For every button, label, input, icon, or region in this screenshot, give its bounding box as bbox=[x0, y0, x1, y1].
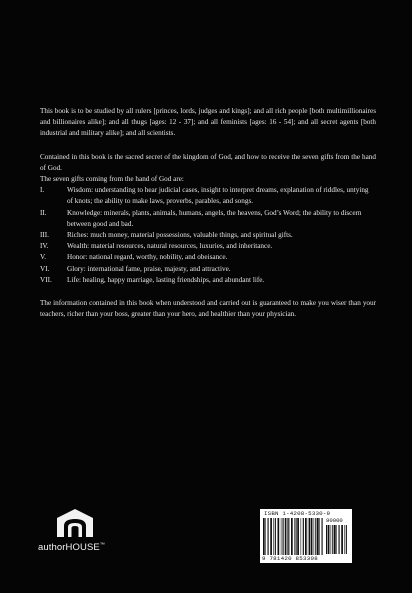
gift-item bbox=[40, 275, 376, 286]
publisher-name bbox=[38, 542, 148, 553]
secret-paragraph: Contained in this book is the sacred secret of the kingdom of God, and how to receive the seven gifts from the hand of God. bbox=[40, 152, 376, 172]
gift-numeral: I. bbox=[40, 186, 45, 195]
price-code: 90000 bbox=[326, 517, 343, 524]
gift-item bbox=[40, 241, 376, 252]
gift-text: Knowledge: minerals, plants, animals, humans, angels, the heavens, God’s Word; the ability to discern between good and bad. bbox=[67, 208, 362, 228]
gift-numeral: III. bbox=[40, 231, 49, 240]
back-cover-text bbox=[40, 106, 376, 328]
gift-text: Wealth: material resources, natural resources, luxuries, and inheritance. bbox=[67, 242, 273, 251]
trademark-symbol: ™ bbox=[99, 542, 105, 548]
gift-item bbox=[40, 230, 376, 241]
closing-paragraph: The information contained in this book when understood and carried out is guaranteed to make you wiser than your teachers, richer than your boss, greater than your hero, and healthier than your physician. bbox=[40, 299, 376, 319]
gift-numeral: V. bbox=[40, 253, 47, 262]
intro-paragraph: This book is to be studied by all rulers [princes, lords, judges and kings]; and all rich people [both multimillionaires and billionaires alike]; and all thugs [ages: 12 - 37]; and all feminists [ages: 16 - 54]; and all secret agents [both industrial and military alike]; and all scientists. bbox=[40, 107, 376, 138]
gift-numeral: VII. bbox=[40, 275, 52, 284]
gift-text: Honor: national regard, worthy, nobility, and obeisance. bbox=[67, 253, 228, 262]
publisher-logo bbox=[38, 508, 148, 553]
gift-text: Life: healing, happy marriage, lasting friendships, and abundant life. bbox=[67, 275, 265, 284]
ean-barcode-bars bbox=[263, 518, 325, 555]
gift-text: Wisdom: understanding to hear judicial cases, insight to interpret dreams, explanation of riddles, untying of knots; the ability to make laws, proverbs, parables, and songs. bbox=[67, 186, 369, 206]
gift-numeral: IV. bbox=[40, 242, 49, 251]
isbn-barcode bbox=[260, 509, 352, 563]
ean-number: 9 781420 853308 bbox=[262, 555, 318, 562]
gift-numeral: VI. bbox=[40, 264, 50, 273]
gift-item bbox=[40, 264, 376, 275]
gift-item bbox=[40, 185, 376, 207]
gift-numeral: II. bbox=[40, 208, 47, 217]
addon-barcode-bars bbox=[326, 525, 348, 554]
gift-item bbox=[40, 252, 376, 263]
publisher-wordmark: authorHOUSE bbox=[38, 542, 100, 554]
gift-text: Riches: much money, material possessions, valuable things, and spiritual gifts. bbox=[67, 231, 293, 240]
gifts-heading: The seven gifts coming from the hand of God are: bbox=[40, 175, 184, 184]
house-arch-icon bbox=[55, 508, 95, 538]
gift-item bbox=[40, 208, 376, 230]
isbn-text: ISBN 1-4208-5330-9 bbox=[264, 510, 331, 517]
gift-text: Glory: international fame, praise, majesty, and attractive. bbox=[67, 264, 231, 273]
